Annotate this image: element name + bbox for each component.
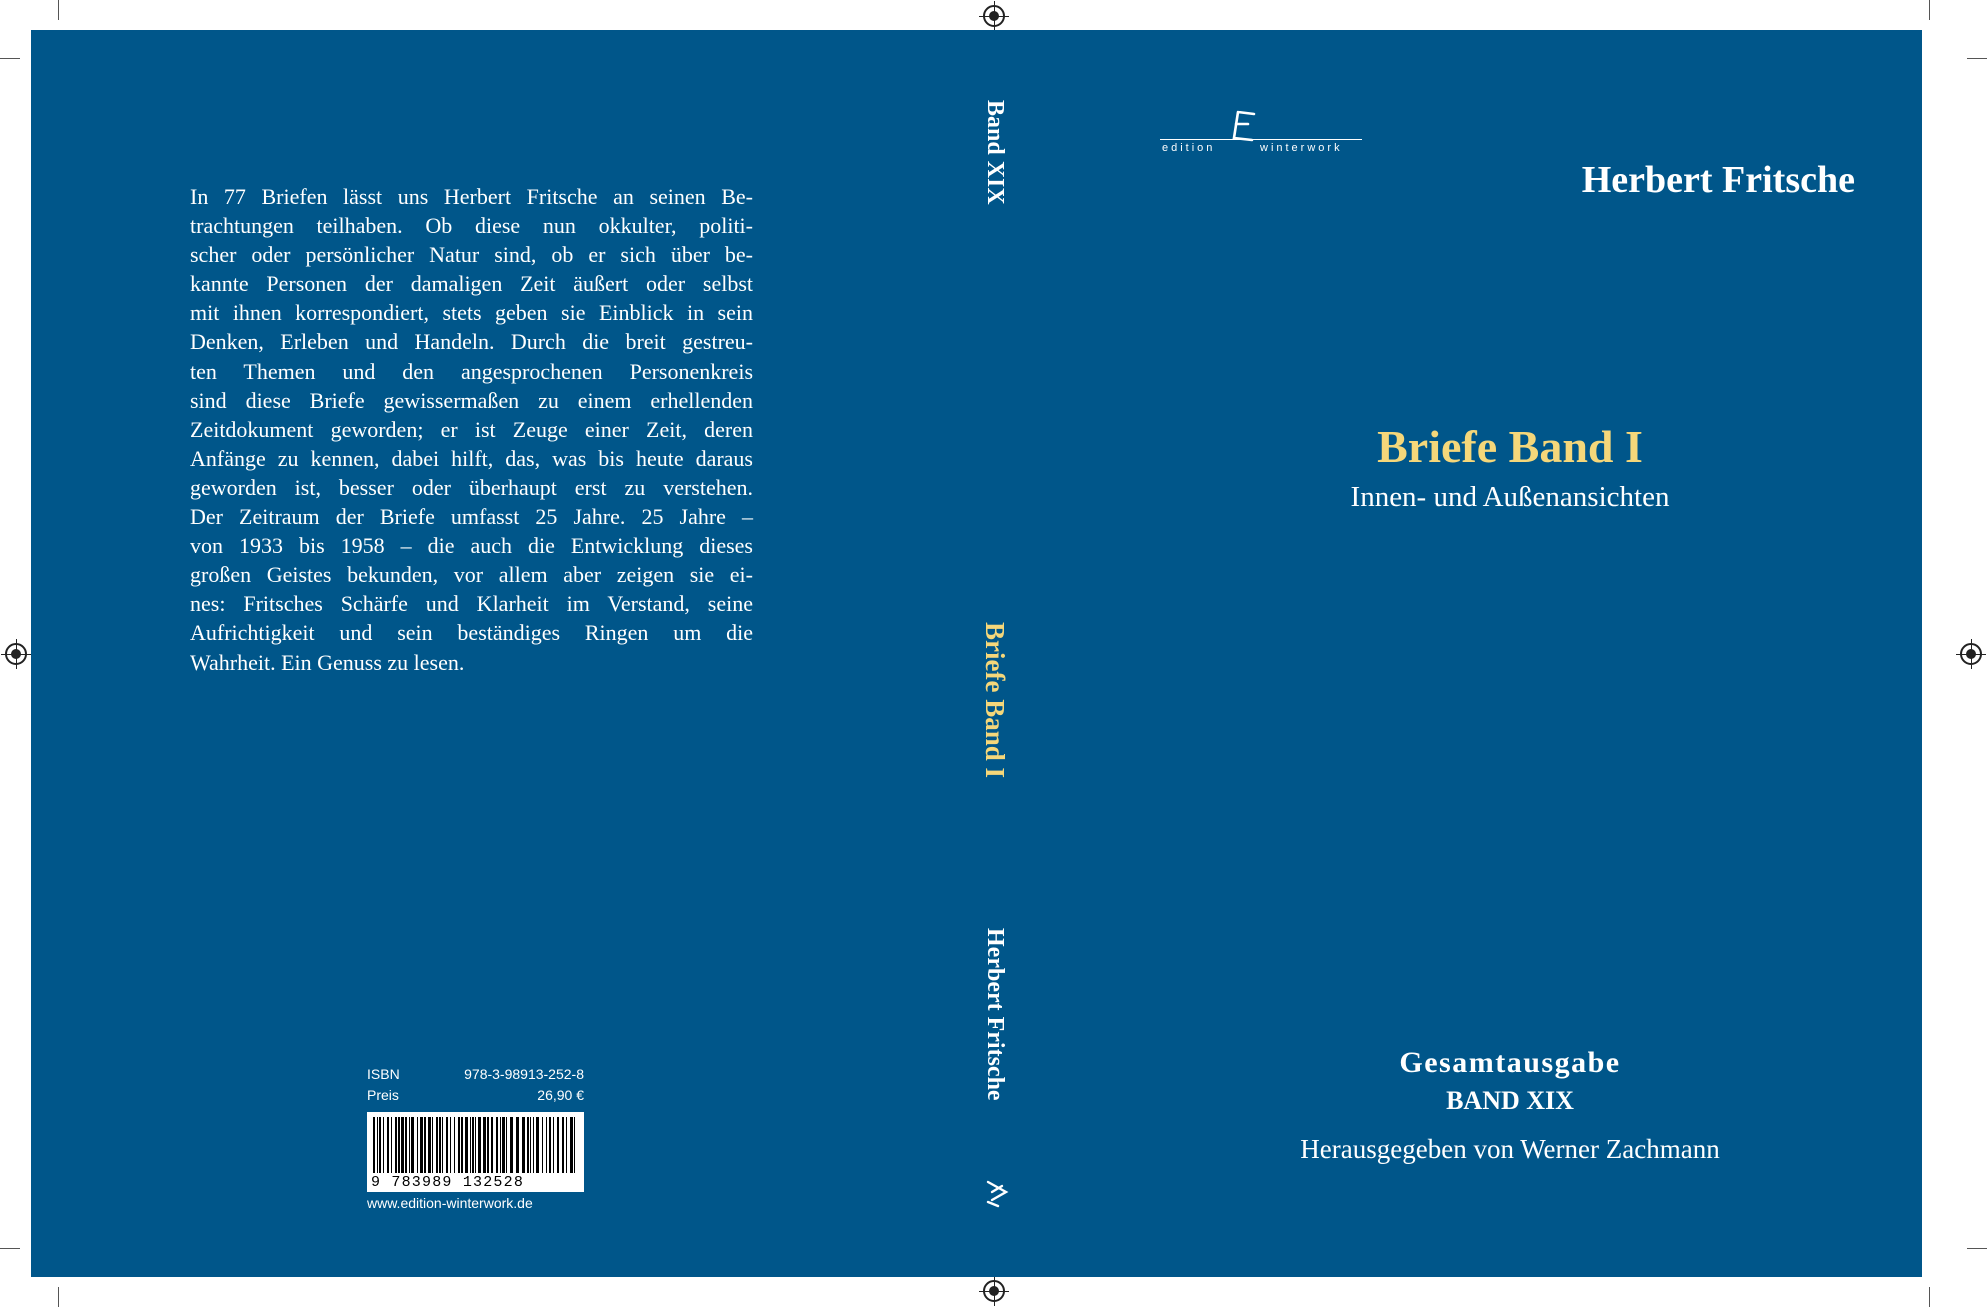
barcode-bar [557,1117,559,1173]
barcode-bar [461,1117,463,1173]
price-label: Preis [367,1086,399,1103]
blurb-line: sind diese Briefe gewissermaßen zu einem erhellenden [190,387,753,413]
barcode-bar [527,1117,529,1173]
barcode-bar [553,1117,554,1173]
crop-mark [0,58,20,59]
barcode-bar [533,1117,534,1173]
crop-mark [58,0,59,20]
barcode-bar [530,1117,531,1173]
barcode-bar [401,1117,404,1173]
crop-mark [1929,0,1930,20]
barcode-bar [574,1117,575,1173]
barcode-bar [570,1117,573,1173]
publisher-name-left: edition [1162,142,1216,154]
blurb-line: Denken, Erleben und Handeln. Durch die breit gestreu- [190,329,753,355]
crop-mark [1929,1287,1930,1307]
editor-credit: Herausgegeben von Werner Zachmann [1300,1134,1720,1164]
barcode-bar [536,1117,539,1173]
blurb-line: nes: Fritsches Schärfe und Klarheit im Verstand, seine [190,591,753,617]
barcode [367,1112,584,1192]
barcode-bar [450,1117,451,1173]
back-cover-blurb [190,182,753,677]
publisher-website: www.edition-winterwork.de [367,1195,533,1211]
spine-title: Briefe Band I [980,622,1010,779]
barcode-bar [506,1117,507,1173]
barcode-bar [483,1117,486,1173]
barcode-bar [546,1117,547,1173]
barcode-bar [478,1117,481,1173]
blurb-line: In 77 Briefen lässt uns Herbert Fritsche an seinen Be- [190,184,753,209]
barcode-bar [475,1117,476,1173]
blurb-line: scher oder persönlicher Natur sind, ob er sich über be- [190,242,753,268]
barcode-bar [383,1117,384,1173]
isbn-block [367,1063,584,1211]
barcode-bar [420,1117,423,1173]
blurb-line: trachtungen teilhaben. Ob diese nun okkulter, politi- [190,213,753,239]
barcode-bar [516,1117,519,1173]
barcode-bar [502,1117,505,1173]
barcode-bar [510,1117,513,1173]
price-row [367,1084,584,1105]
isbn-value: 978-3-98913-252-8 [464,1065,584,1082]
barcode-bar [446,1117,448,1173]
barcode-bar [405,1117,407,1173]
barcode-bar [409,1117,410,1173]
series-name: Gesamtausgabe [1399,1046,1621,1079]
crop-mark [58,1287,59,1307]
volume-number: BAND XIX [1446,1086,1574,1115]
barcode-bars [373,1117,578,1173]
barcode-bar [549,1117,551,1173]
registration-mark-icon [5,643,27,665]
barcode-bar [373,1117,375,1173]
isbn-row [367,1063,584,1084]
front-subtitle: Innen- und Außenansichten [1350,481,1670,513]
publisher-logo [1160,110,1362,160]
barcode-bar [411,1117,414,1173]
barcode-bar [470,1117,471,1173]
crop-mark [1967,58,1987,59]
spine-author: Herbert Fritsche [982,928,1008,1101]
barcode-bar [391,1117,392,1173]
barcode-bar [398,1117,400,1173]
registration-mark-icon [1960,643,1982,665]
blurb-line: geworden ist, besser oder überhaupt erst zu verstehen. [190,474,753,500]
registration-mark-icon [983,5,1005,27]
barcode-bar [432,1117,433,1173]
barcode-bar [562,1117,564,1173]
blurb-line: ten Themen und den angesprochenen Personenkreis [190,358,753,384]
logo-rule [1160,139,1362,140]
barcode-bar [566,1117,567,1173]
blurb-line: Der Zeitraum der Briefe umfasst 25 Jahre. 25 Jahre – [190,504,753,530]
edition-winterwork-logo-icon [982,1178,1012,1208]
barcode-digits: 9 783989 132528 [371,1174,525,1191]
barcode-bar [395,1117,397,1173]
front-author: Herbert Fritsche [1581,159,1855,201]
barcode-bar [491,1117,493,1173]
registration-mark-icon [983,1280,1005,1302]
barcode-bar [436,1117,438,1173]
barcode-bar [522,1117,525,1173]
blurb-line: Zeitdokument geworden; er ist Zeuge einer Zeit, deren [190,416,753,442]
barcode-bar [424,1117,426,1173]
blurb-line: Aufrichtigkeit und sein beständiges Ringen um die [190,620,753,646]
barcode-bar [417,1117,418,1173]
barcode-bar [458,1117,460,1173]
crop-mark [0,1248,20,1249]
barcode-bar [487,1117,489,1173]
blurb-line: Wahrheit. Ein Genuss zu lesen. [190,649,465,675]
front-title: Briefe Band I [1377,421,1643,472]
barcode-bar [439,1117,441,1173]
blurb-line: von 1933 bis 1958 – die auch die Entwicklung dieses [190,533,753,559]
crop-mark [1967,1248,1987,1249]
barcode-bar [454,1117,455,1173]
barcode-bar [542,1117,543,1173]
barcode-bar [387,1117,389,1173]
barcode-bar [428,1117,431,1173]
blurb-line: mit ihnen korrespondiert, stets geben sie Einblick in sein [190,300,753,326]
barcode-bar [442,1117,443,1173]
barcode-bar [377,1117,378,1173]
barcode-bar [500,1117,501,1173]
spine-band: Band XIX [982,100,1008,205]
blurb-line: kannte Personen der damaligen Zeit äußert oder selbst [190,271,753,297]
publisher-name-right: winterwork [1260,142,1343,154]
barcode-bar [465,1117,468,1173]
isbn-label: ISBN [367,1065,400,1082]
edition-winterwork-logo-icon [1230,110,1260,148]
price-value: 26,90 € [537,1086,584,1103]
blurb-line: großen Geistes bekunden, vor allem aber zeigen sie ei- [190,562,753,588]
barcode-bar [379,1117,381,1173]
barcode-bar [472,1117,474,1173]
blurb-line: Anfänge zu kennen, dabei hilft, das, was bis heute daraus [190,445,753,471]
barcode-bar [496,1117,498,1173]
